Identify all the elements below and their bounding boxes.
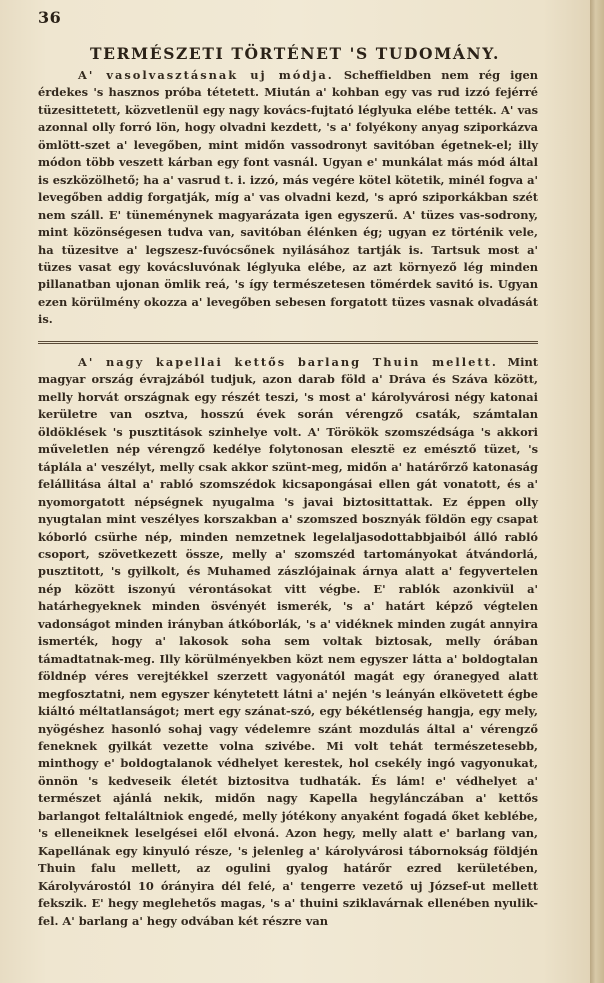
article-body: Mint magyar ország évrajzából tudjuk, azon darab föld a' Dráva és Száva között, melly horvát országnak egy részét teszi, 's most a' károlyvárosi négy katonai kerületre van osztva, hosszú évek során vérengző csaták, számtalan öldöklések 's pusztitások szinhelye volt. A' Törökök szomszédsága 's akkori műveletlen nép vérengző kedélye folytonosan elesztë ez emésztő tüzet, 's táplála a' veszélyt, melly csak akkor szünt-meg, midőn a' határőrző katonaság felállitása által a' rabló szomszédok kicsapongásai ellen gát vonatott, és a' nyomorgatott népségnek nyugalma 's javai biztosittattak. Ez éppen olly nyugtalan mint veszélyes korszakban a' szomszed bosznyák földön egy csapat kóborló csürhe nép, minden nemzetnek legelaljasodottabbjaiból álló rabló csoport, szövetkezett össze, melly a' szomszéd tartományokat átvándorlá, pusztitott, 's gyilkolt, és Muhamed zászlójainak árnya alatt a' fegyvertelen nép között iszonyú vérontásokat vitt végbe. E' rablók azonkivül a' határhegyeknek minden ösvényét ismerék, 's a' határt képző végtelen vadonságot minden irányban átkóborlák, 's a' vidéknek minden zugát annyira ismerték, hogy a' lakosok soha sem voltak biztosak, melly órában támadtatnak-meg. Illy körülményekben közt nem egyszer látta a' boldogtalan földnép véres verejtékkel szerzett vagyonától magát egy óranegyed alatt megfosztatni, nem egyszer kénytetett látni a' nején 's leányán elkövetett égbe kiáltó méltatlanságot; mert egy szánat-szó, egy békétlenség hangja, egy mely, nyögéshez hasonló sohaj vagy védelemre szánt mozdulás által a' vérengző feneknek gyilkát vezette volna szivébe. Mi volt tehát természetesebb, minthogy e' boldogtalanok védhelyet kerestek, hol csekély ingó vagyonukat, önnön 's kedveseik életét biztositva tudhaták. És lám! e' védhelyet a' természet ajánlá nekik, midőn nagy Kapella hegylánczában a' kettős barlangot feltaláltniok engedé, melly jótékony anyaként fogadá őket keblébe, 's elleneiknek leselgései elől elvoná. Azon hegy, melly alatt e' barlang van, Kapellának egy kinyuló része, 's jelenleg a' károlyvárosi tábornokság földjén Thuin falu mellett, az ogulini gyalog határőr ezred kerületében, Károlyvárostól 10 órányira dél felé, a' tengerre vezető uj József-ut mellett fekszik. E' hegy meglehetős magas, 's a' thuini sziklavárnak ellenében nyulik-fel. A' barlang a' hegy odvában két részre van <box>38 355 538 928</box>
article-vasolvasztas <box>38 67 538 329</box>
article-body: Scheffieldben nem rég igen érdekes 's hasznos próba tétetett. Miután a' kohban egy vas rud izzó fejérré tüzesittetett, közvetlenül egy nagy kovács-fujtató léglyuka elébe tették. A' vas azonnal olly forró lön, hogy olvadni kezdett, 's a' folyékony anyag sziporkázva ömlött-szet a' levegőben, mint midőn vassodronyt savitóban égetnek-el; illy módon több veszett kárban egy font vasnál. Ugyan e' munkálat más mód által is eszközölhető; ha a' vasrud t. i. izzó, más vegére kötel kötetik, minél fogva a' levegőben addig forgatják, míg a' vas olvadni kezd, 's apró sziporkákban szét nem száll. E' tüneménynek magyarázata igen egyszerű. A' tüzes vas-sodrony, mint közönségesen tudva van, savitóban élénken ég; ugyan ez történik vele, ha tüzesitve a' legszesz-fuvócsőnek nyilásához tartják is. Tartsuk most a' tüzes vasat egy kovácsluvónak léglyuka elébe, az azt környező lég minden pillanatban ujonan ömlik reá, 's így természetesen tömérdek savitó is. Ugyan ezen körülmény okozza a' levegőben sebesen forgatott tüzes vasnak olvadását is. <box>38 68 538 327</box>
page-edge <box>590 0 604 983</box>
section-divider <box>38 341 538 344</box>
running-head: TERMÉSZETI TÖRTÉNET 'S TUDOMÁNY. <box>90 44 500 63</box>
article-kapellai-barlang <box>38 354 538 930</box>
article-heading: A' nagy kapellai kettős barlang Thuin mellett. <box>78 355 498 369</box>
article-heading: A' vasolvasztásnak uj módja. <box>78 68 334 82</box>
page-number: 36 <box>38 8 62 27</box>
